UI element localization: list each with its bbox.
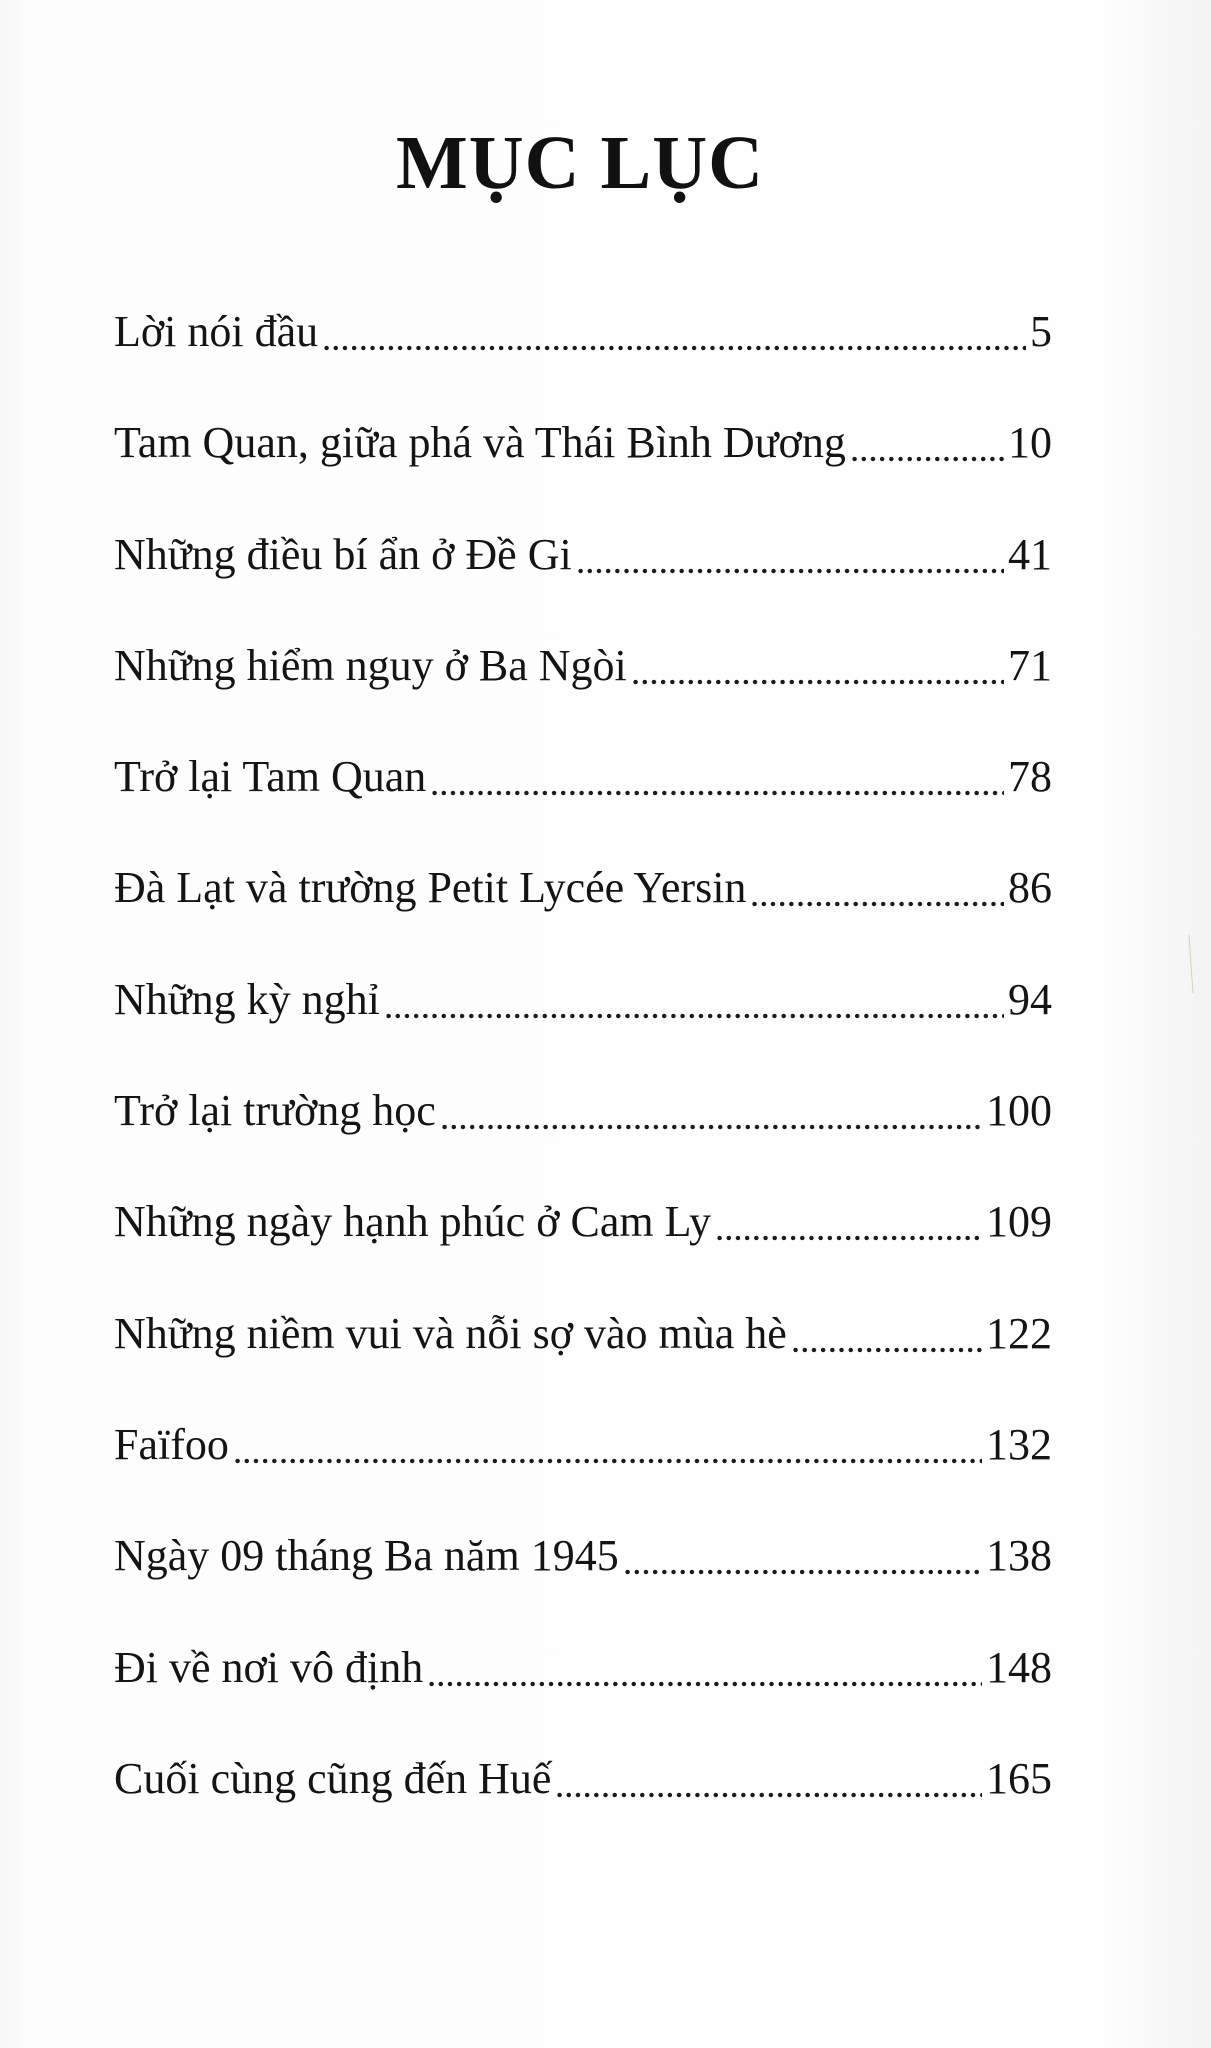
toc-entry — [114, 745, 1052, 856]
toc-entry-title: Faïfoo — [114, 1419, 229, 1469]
toc-entry-page: 5 — [1030, 307, 1052, 356]
dot-leader — [322, 300, 1026, 352]
toc-entry — [114, 1190, 1052, 1301]
toc-entry — [114, 856, 1052, 967]
toc-entry — [114, 968, 1052, 1079]
dot-leader — [233, 1413, 982, 1465]
page-title: MỤC LỤC — [396, 121, 764, 205]
toc-entry-page: 138 — [986, 1531, 1052, 1581]
table-of-contents — [114, 300, 1052, 1858]
toc-entry-title: Trở lại trường học — [114, 1086, 436, 1136]
toc-entry-title: Những điều bí ẩn ở Đề Gi — [114, 529, 572, 579]
dot-leader — [430, 745, 1004, 797]
dot-leader — [427, 1636, 982, 1688]
dot-leader — [555, 1747, 982, 1799]
toc-entry-title: Những hiểm nguy ở Ba Ngòi — [114, 640, 627, 690]
toc-entry-page: 148 — [986, 1642, 1052, 1692]
toc-entry — [114, 634, 1052, 745]
toc-entry-title: Đi về nơi vô định — [114, 1642, 424, 1692]
toc-entry — [114, 523, 1052, 634]
toc-entry-page: 10 — [1008, 418, 1052, 468]
dot-leader — [715, 1190, 982, 1242]
toc-entry — [114, 1524, 1052, 1635]
toc-entry-page: 94 — [1008, 974, 1052, 1024]
dot-leader — [631, 634, 1004, 686]
dot-leader — [384, 968, 1004, 1020]
toc-entry-page: 78 — [1008, 752, 1052, 802]
toc-entry-title: Những niềm vui và nỗi sợ vào mùa hè — [114, 1308, 787, 1358]
toc-entry-title: Những ngày hạnh phúc ở Cam Ly — [114, 1197, 712, 1247]
toc-entry-page: 71 — [1008, 640, 1052, 690]
toc-entry-page: 122 — [986, 1308, 1052, 1358]
toc-entry-title: Lời nói đầu — [114, 307, 319, 356]
toc-entry — [114, 1302, 1052, 1413]
toc-entry — [114, 1747, 1052, 1858]
toc-entry — [114, 1636, 1052, 1747]
dot-leader — [850, 411, 1004, 463]
toc-entry — [114, 300, 1052, 411]
dot-leader — [791, 1302, 982, 1354]
toc-entry-page: 109 — [986, 1197, 1052, 1247]
toc-entry-title: Ngày 09 tháng Ba năm 1945 — [114, 1531, 619, 1581]
toc-entry — [114, 1413, 1052, 1524]
dot-leader — [623, 1524, 982, 1576]
toc-entry-title: Đà Lạt và trường Petit Lycée Yersin — [114, 863, 747, 913]
toc-entry-title: Trở lại Tam Quan — [114, 752, 427, 802]
toc-entry-page: 86 — [1008, 863, 1052, 913]
dot-leader — [440, 1079, 982, 1131]
dot-leader — [750, 856, 1004, 908]
toc-entry-page: 41 — [1008, 529, 1052, 579]
toc-entry-page: 100 — [986, 1086, 1052, 1136]
dot-leader — [576, 523, 1004, 575]
toc-entry-title: Những kỳ nghỉ — [114, 974, 380, 1024]
toc-entry-page: 132 — [986, 1419, 1052, 1469]
toc-entry — [114, 411, 1052, 522]
toc-entry-page: 165 — [986, 1753, 1052, 1803]
toc-entry — [114, 1079, 1052, 1190]
toc-entry-title: Tam Quan, giữa phá và Thái Bình Dương — [114, 418, 846, 468]
toc-entry-title: Cuối cùng cũng đến Huế — [114, 1753, 552, 1803]
paper-speck-decoration — [1188, 935, 1194, 995]
